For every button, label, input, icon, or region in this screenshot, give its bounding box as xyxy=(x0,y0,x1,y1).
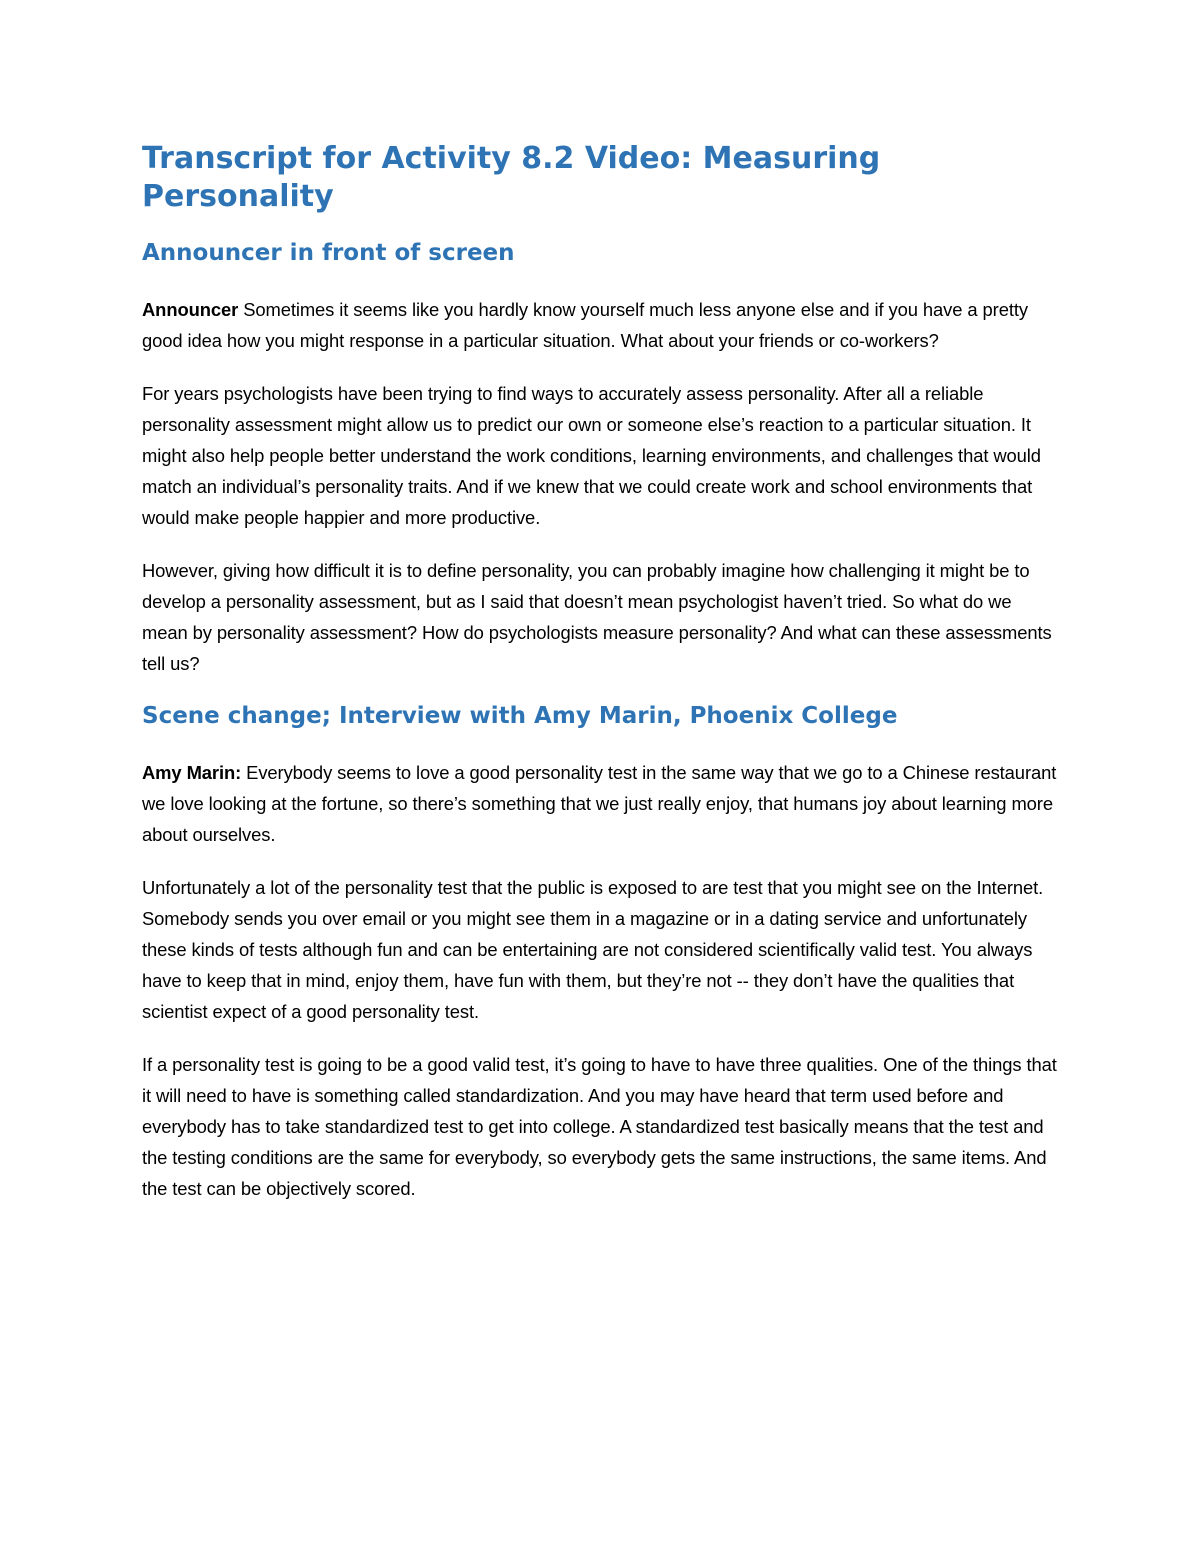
paragraph-text: For years psychologists have been trying to find ways to accurately assess personality. After all a reliable personality assessment might allow us to predict our own or someone else’s reaction to a particular situation. It might also help people better understand the work conditions, learning environments, and challenges that would match an individual’s personality traits. And if we knew that we could create work and school environments that would make people happier and more productive. xyxy=(142,383,1041,528)
section-heading-interview: Scene change; Interview with Amy Marin, Phoenix College xyxy=(142,703,898,729)
paragraph-text: If a personality test is going to be a good valid test, it’s going to have to have three qualities. One of the things that it will need to have is something called standardization. And you may have heard that term used before and everybody has to take standardized test to get into college. A standardized test basically means that the test and the testing conditions are the same for everybody, so everybody gets the same instructions, the same items. And the test can be objectively scored. xyxy=(142,1054,1057,1199)
paragraph-text: Unfortunately a lot of the personality test that the public is exposed to are test that you might see on the Internet. Somebody sends you over email or you might see them in a magazine or in a dating service and unfortunately these kinds of tests although fun and can be entertaining are not considered scientifically valid test. You always have to keep that in mind, enjoy them, have fun with them, but they’re not -- they don’t have the qualities that scientist expect of a good personality test. xyxy=(142,877,1044,1022)
paragraph-text: Everybody seems to love a good personality test in the same way that we go to a Chinese restaurant we love looking at the fortune, so there’s something that we just really enjoy, that humans joy about learning more about ourselves. xyxy=(142,762,1057,845)
paragraph xyxy=(142,378,1062,533)
speaker-label: Announcer xyxy=(142,299,239,320)
paragraph xyxy=(142,872,1062,1027)
paragraph xyxy=(142,757,1062,850)
paragraph-text: However, giving how difficult it is to define personality, you can probably imagine how challenging it might be to develop a personality assessment, but as I said that doesn’t mean psychologist haven’t tried. So what do we mean by personality assessment? How do psychologists measure personality? And what can these assessments tell us? xyxy=(142,560,1052,674)
document-title: Transcript for Activity 8.2 Video: Measuring Personality xyxy=(142,141,881,214)
speaker-label: Amy Marin: xyxy=(142,762,242,783)
section-heading-announcer: Announcer in front of screen xyxy=(142,240,515,266)
paragraph xyxy=(142,555,1062,679)
paragraph-text: Sometimes it seems like you hardly know yourself much less anyone else and if you have a pretty good idea how you might response in a particular situation. What about your friends or co-workers? xyxy=(142,299,1028,351)
paragraph xyxy=(142,1049,1062,1204)
paragraph xyxy=(142,294,1062,356)
document-page xyxy=(142,140,1062,1226)
